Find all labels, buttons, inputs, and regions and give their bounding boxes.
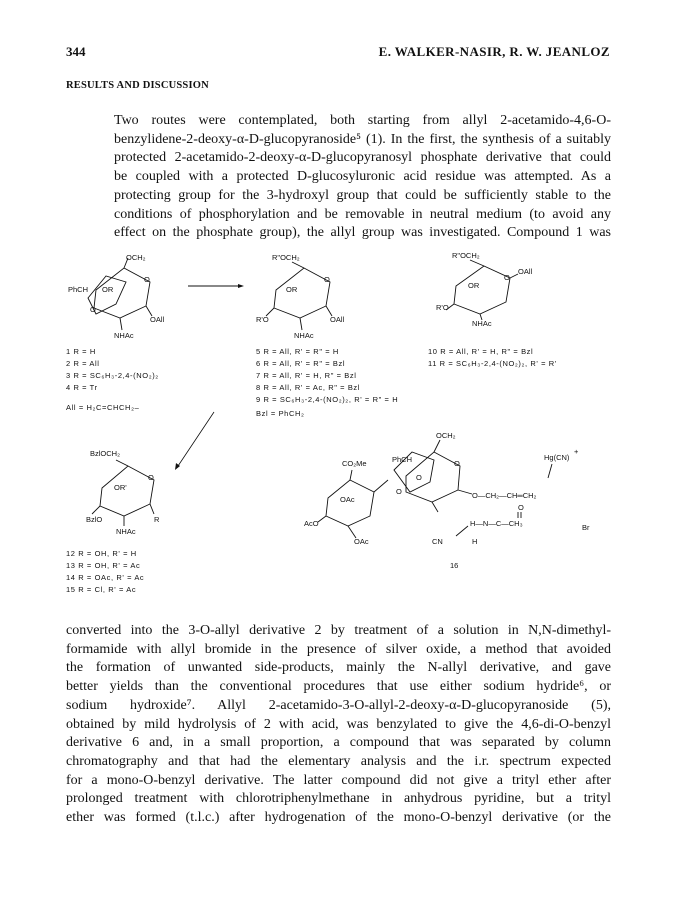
text-line: protected 2-acetamido-2-deoxy-α-D-glucopyranosyl phosphate derivative that could [114,150,611,166]
s3-top: R"OCH₂ [452,251,480,260]
c16-hg: Hg(CN) [544,453,570,462]
s1-phch: PhCH [68,285,89,294]
compound-def: 2 R = All [66,359,100,368]
compound-def: 13 R = OH, R' = Ac [66,561,141,570]
s3-nhac: NHAc [472,319,492,328]
paragraph-intro [66,112,611,243]
s3-or: OR [468,281,480,290]
s2-or: OR [286,285,298,294]
compound-def: 14 R = OAc, R' = Ac [66,573,145,582]
structure-5-9 [256,253,345,340]
text-line: ether was formed (t.l.c.) after hydrogenation of the mono-O-benzyl derivative (or the [66,810,611,826]
structure-1-4 [68,253,165,340]
c16-number: 16 [450,561,459,570]
compound-def: 1 R = H [66,347,96,356]
text-line: sodium hydroxide⁷. Allyl 2-acetamido-3-O-allyl-2-deoxy-α-D-glucopyranoside (5), [66,697,611,713]
compound-def: 15 R = Cl, R' = Ac [66,585,137,594]
c16-aco: AcO [304,519,319,528]
text-line: derivative 6 and, in a small proportion, a compound that was separated by column [66,735,611,751]
s2-ring-o: O [324,275,330,284]
arrow-head [238,284,244,288]
s2-ro: R'O [256,315,269,324]
page-number: 344 [66,44,86,59]
allyl-def: All = H₂C=CHCH₂– [66,403,140,412]
c16-amide: H—N—C—CH₃ [470,519,523,528]
compound-def: 10 R = All, R' = H, R" = Bzl [428,347,534,356]
text-line: chromatography and that had the elementary analysis and the i.r. spectrum expected [66,753,611,769]
text-line: Two routes were contemplated, both starting from allyl 2-acetamido-4,6-O- [114,113,611,128]
s2-nhac: NHAc [294,331,314,340]
c16-br: Br [582,523,590,532]
section-title: RESULTS AND DISCUSSION [66,80,209,91]
s4-top: BzlOCH₂ [90,449,120,458]
text-line: effect on the phosphate group), the allyl group was investigated. Compound 1 was [114,225,611,241]
s3-oall: OAll [518,267,533,276]
text-line: obtained by mild hydrolysis of 2 with acid, was benzylated to give the 4,6-di-O-benzyl [66,716,611,732]
c16-co2me: CO₂Me [342,459,367,468]
defs-5-9 [256,347,398,418]
text-line: formamide with allyl bromide in the presence of silver oxide, a method that avoided [66,641,611,657]
s1-o: O [90,305,96,314]
compound-def: 11 R = SC₆H₃-2,4-(NO₂)₂, R' = R' [428,359,557,368]
s1-top: OCH₂ [126,253,146,262]
s1-nhac: NHAc [114,331,134,340]
s4-ring-o: O [148,473,154,482]
s2-oall: OAll [330,315,345,324]
running-head: E. WALKER-NASIR, R. W. JEANLOZ [378,44,610,59]
compound-def: 9 R = SC₆H₃-2,4-(NO₂)₂, R' = R" = H [256,395,399,404]
compound-def: 7 R = All, R' = H, R" = Bzl [256,371,357,380]
c16-och2: OCH₂ [436,431,456,440]
structure-12-15 [86,449,160,536]
defs-1-4 [66,347,159,412]
s4-bzlo: BzlO [86,515,103,524]
text-line: protecting group for the 3-hydroxyl group that could be sufficiently stable to the [114,187,611,203]
text-line: prolonged treatment with chlorotriphenylmethane in anhydrous pyridine, but a trityl [66,791,611,807]
text-line: conditions of phosphorylation and be removable in neutral medium (to avoid any [114,206,611,222]
text-line: for a mono-O-benzyl derivative. The latter compound did not give a trityl ether after [66,772,611,788]
c16-o1: O [454,459,460,468]
benzyl-def: Bzl = PhCH₂ [256,409,305,418]
paragraph-continued [66,622,611,828]
c16-cn: CN [432,537,443,546]
text-line: the formation of unwanted side-products, mainly the N-allyl derivative, and gave [66,660,611,676]
c16-hg-plus: + [574,447,579,456]
c16-oac2: OAc [354,537,369,546]
compound-def: 6 R = All, R' = R" = Bzl [256,359,346,368]
c16-amide-o: O [518,503,524,512]
s1-oall: OAll [150,315,165,324]
compound-16 [304,431,590,570]
s1-ring-o: O [144,275,150,284]
s4-nhac: NHAc [116,527,136,536]
scheme-drawing [66,251,626,610]
s1-or: OR [102,285,114,294]
c16-allyl-chain: O—CH₂—CH═CH₂ [472,491,537,500]
c16-o3: O [396,487,402,496]
text-line: be coupled with a protected D-glucosyluronic acid residue was attempted. As a [114,169,611,185]
pyranose-ring [274,268,330,318]
structure-10-11 [436,251,533,328]
defs-12-15 [66,549,144,594]
pyranose-ring [454,266,510,314]
reaction-arrow [178,412,214,466]
c16-phch: PhCH [392,455,413,464]
compound-def: 4 R = Tr [66,383,98,392]
text-line: better yields than the conventional procedures that use either sodium hydride⁶, or [66,679,611,695]
text-line: benzylidene-2-deoxy-α-D-glucopyranoside⁵ (1). In the first, the synthesis of a suitably [114,131,611,147]
pyranose-ring [100,466,154,516]
compound-def: 12 R = OH, R' = H [66,549,137,558]
c16-oac1: OAc [340,495,355,504]
compound-def: 3 R = SC₆H₃-2,4-(NO₂)₂ [66,371,159,380]
compound-def: 8 R = All, R' = Ac, R" = Bzl [256,383,361,392]
page-header [66,44,610,62]
compound-def: 5 R = All, R' = R" = H [256,347,339,356]
s3-ring-o: O [504,273,510,282]
s3-ro: R'O [436,303,449,312]
text-line: converted into the 3-O-allyl derivative 2 by treatment of a solution in N,N-dimethyl- [66,623,611,638]
defs-10-11 [428,347,557,368]
reaction-scheme [66,251,626,610]
c16-o2: O [416,473,422,482]
s4-r: R [154,515,160,524]
s2-top: R"OCH₂ [272,253,300,262]
c16-h-plus: H [472,537,478,546]
s4-or: OR' [114,483,127,492]
